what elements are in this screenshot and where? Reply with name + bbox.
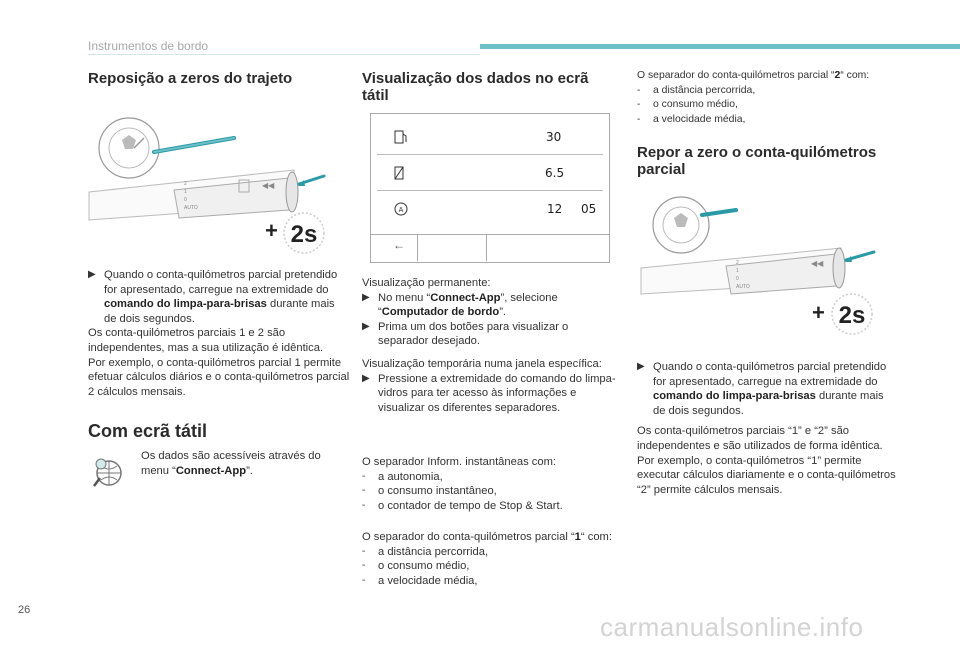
- plus-icon: +: [812, 300, 825, 325]
- trips-independent-text: Os conta-quilómetros parciais 1 e 2 são independentes, mas a sua utilização é idêntica.: [88, 327, 324, 354]
- trip-reset-title: Reposição a zeros do trajeto: [88, 70, 293, 87]
- back-arrow-icon[interactable]: ←: [393, 238, 405, 252]
- reset-trip-title: Repor a zero o conta-quilómetros parcial: [637, 144, 877, 178]
- stop-start-hours: 12: [547, 202, 563, 216]
- trip2-tab-text: O separador do conta-quilómetros parcial “2“ com:: [637, 70, 870, 81]
- stop-start-icon: [393, 201, 409, 217]
- section-title: Instrumentos de bordo: [88, 39, 209, 53]
- two-seconds-badge-2: [830, 292, 874, 336]
- list-item: - a distância percorrida,: [362, 545, 489, 558]
- list-item: - o consumo instantâneo,: [362, 485, 497, 498]
- range-value: 30: [546, 130, 562, 144]
- header-rule: [88, 54, 480, 55]
- consumption-value: 6.5: [545, 166, 565, 180]
- svg-text:2: 2: [736, 260, 739, 266]
- arrow-bullet-icon: ▶: [362, 291, 370, 303]
- touchscreen-title: Com ecrã tátil: [88, 421, 208, 441]
- svg-text:2s: 2s: [838, 302, 866, 329]
- stop-start-minutes: 05: [581, 202, 597, 216]
- list-item: - a autonomia,: [362, 470, 443, 483]
- svg-text:AUTO: AUTO: [184, 205, 198, 211]
- trips-example-text: Por exemplo, o conta-quilómetros parcial 1 permite efetuar cálculos diários e o conta-quilómetros parcial 2 cálculos mensais.: [88, 356, 350, 398]
- reset-bullet: ▶ Quando o conta-quilómetros parcial pretendido for apresentado, carregue na extremidade do comando do limpa-para-brisas durante mais de dois segundos.: [88, 269, 338, 325]
- svg-text:1: 1: [736, 268, 739, 274]
- trips-example-text-2: Por exemplo, o conta-quilómetros “1” permite executar cálculos diariamente e o conta-quilómetros “2” permite cálculos mensais.: [637, 454, 896, 496]
- permanent-bullet-2: ▶ Prima um dos botões para visualizar o separador desejado.: [362, 320, 569, 348]
- list-item: - o contador de tempo de Stop & Start.: [362, 499, 563, 512]
- svg-text:2: 2: [184, 181, 187, 187]
- trips-independent-text-2: Os conta-quilómetros parciais “1” e “2” são independentes e são utilizados de forma idêntica.: [637, 425, 883, 452]
- header-accent-bar: [480, 44, 960, 49]
- page-number: 26: [18, 604, 31, 616]
- list-item: - a distância percorrida,: [637, 84, 756, 96]
- svg-text:1: 1: [184, 189, 187, 195]
- svg-text:◀◀: ◀◀: [262, 181, 275, 190]
- svg-text:AUTO: AUTO: [736, 284, 750, 290]
- instant-info-text: O separador Inform. instantâneas com:: [362, 456, 557, 468]
- reset-bullet-2: ▶ Quando o conta-quilómetros parcial pretendido for apresentado, carregue na extremidade do comando do limpa-para-brisas durante mais de dois segundos.: [637, 361, 887, 417]
- watermark: carmanualsonline.info: [600, 612, 864, 642]
- trip1-tab-text: O separador do conta-quilómetros parcial “1“ com:: [362, 531, 612, 543]
- list-item: - a velocidade média,: [637, 113, 746, 125]
- touchscreen-text: Os dados são acessíveis através do menu “Connect-App”.: [141, 450, 321, 477]
- plus-icon: +: [265, 218, 278, 243]
- connect-app-icon: [88, 452, 128, 492]
- arrow-bullet-icon: ▶: [88, 269, 96, 280]
- list-item: - o consumo médio,: [362, 560, 470, 573]
- svg-text:◀◀: ◀◀: [811, 259, 824, 268]
- touchscreen-data-title: Visualização dos dados no ecrã tátil: [362, 70, 589, 104]
- fuel-range-icon: [393, 130, 409, 144]
- temporary-display-text: Visualização temporária numa janela específica:: [362, 358, 602, 370]
- temporary-bullet-1: ▶ Pressione a extremidade do comando do limpa-vidros para ter acesso às informações e visualizar os diferentes separadores.: [362, 372, 616, 414]
- svg-text:0: 0: [736, 276, 739, 282]
- arrow-bullet-icon: ▶: [362, 372, 370, 384]
- list-item: - a velocidade média,: [362, 574, 478, 587]
- arrow-bullet-icon: ▶: [362, 320, 370, 332]
- svg-text:2s: 2s: [290, 221, 318, 248]
- consumption-icon: [393, 166, 409, 180]
- permanent-display-text: Visualização permanente:: [362, 277, 491, 289]
- touchscreen-mockup: [370, 113, 610, 263]
- svg-text:A: A: [398, 207, 404, 214]
- list-item: - o consumo médio,: [637, 99, 738, 111]
- tab-1[interactable]: [417, 234, 487, 261]
- permanent-bullet-1: ▶ No menu “Connect-App”, selecione “Computador de bordo”.: [362, 291, 558, 319]
- two-seconds-badge: [282, 211, 326, 255]
- svg-text:0: 0: [184, 197, 187, 203]
- arrow-bullet-icon: ▶: [637, 361, 645, 372]
